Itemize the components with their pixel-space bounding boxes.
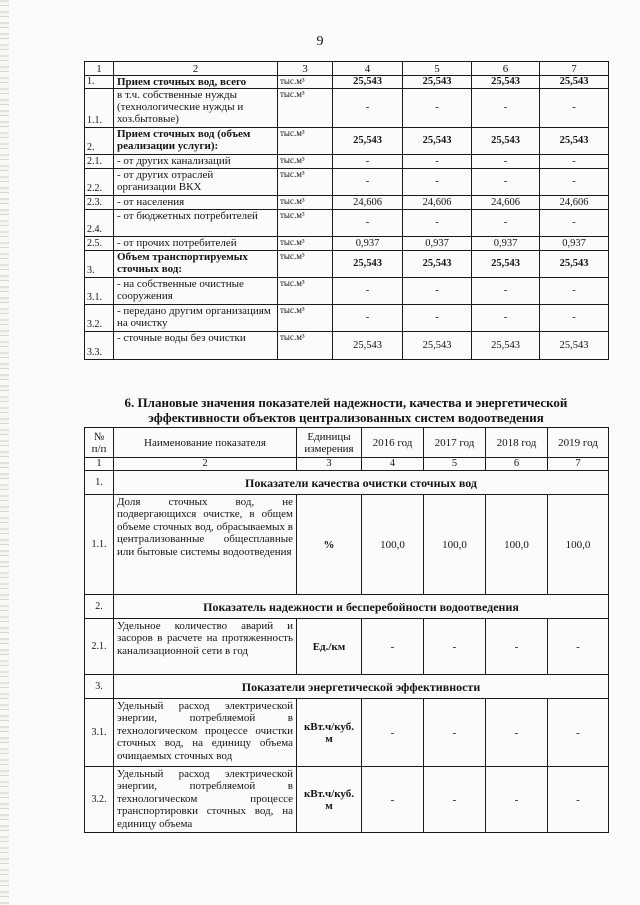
row-value: - bbox=[472, 210, 540, 237]
indicator-value: - bbox=[362, 699, 424, 767]
number-col-3: 3 bbox=[297, 458, 362, 471]
section-heading: Показатель надежности и бесперебойности водоотведения bbox=[114, 595, 609, 619]
row-index: 3.2. bbox=[85, 305, 114, 332]
header-col-7: 7 bbox=[540, 62, 609, 76]
row-value: 25,543 bbox=[333, 332, 403, 360]
indicator-value: - bbox=[548, 767, 609, 833]
row-unit: тыс.м³ bbox=[278, 237, 333, 251]
indicator-value: 100,0 bbox=[362, 495, 424, 595]
header-2016: 2016 год bbox=[362, 428, 424, 458]
table-row bbox=[85, 196, 609, 210]
indicator-value: 100,0 bbox=[548, 495, 609, 595]
section-index: 2. bbox=[85, 595, 114, 619]
table-row bbox=[85, 305, 609, 332]
row-value: - bbox=[540, 278, 609, 305]
row-unit: тыс.м³ bbox=[278, 89, 333, 128]
header-2019: 2019 год bbox=[548, 428, 609, 458]
scan-edge bbox=[0, 0, 9, 905]
indicator-value: 100,0 bbox=[424, 495, 486, 595]
header-index: № п/п bbox=[85, 428, 114, 458]
row-name: Объем транспортируемых сточных вод: bbox=[114, 251, 278, 278]
row-name: - от других отраслей организации ВКХ bbox=[114, 169, 278, 196]
row-value: - bbox=[333, 169, 403, 196]
table-row bbox=[85, 155, 609, 169]
row-value: - bbox=[333, 278, 403, 305]
row-name: в т.ч. собственные нужды (технологические нужды и хоз.бытовые) bbox=[114, 89, 278, 128]
row-index: 3.3. bbox=[85, 332, 114, 360]
table2-number-row bbox=[85, 458, 609, 471]
row-value: 25,543 bbox=[540, 251, 609, 278]
indicator-value: - bbox=[548, 699, 609, 767]
indicator-value: - bbox=[362, 619, 424, 675]
row-value: 24,606 bbox=[472, 196, 540, 210]
indicator-value: - bbox=[424, 619, 486, 675]
header-name: Наименование показателя bbox=[114, 428, 297, 458]
section-row bbox=[85, 471, 609, 495]
row-value: 24,606 bbox=[540, 196, 609, 210]
row-index: 2.1. bbox=[85, 619, 114, 675]
row-name: - передано другим организациям на очистку bbox=[114, 305, 278, 332]
section-row bbox=[85, 675, 609, 699]
row-name: Прием сточных вод (объем реализации услуги): bbox=[114, 128, 278, 155]
section-title-line1: 6. Плановые значения показателей надежности, качества и энергетической bbox=[124, 395, 568, 410]
row-value: 25,543 bbox=[472, 251, 540, 278]
indicator-name: Удельный расход электрической энергии, потребляемой в технологическом процессе транспортировки сточных вод, на единицу объема bbox=[114, 767, 297, 833]
indicator-row bbox=[85, 495, 609, 595]
row-value: 25,543 bbox=[333, 251, 403, 278]
row-value: - bbox=[472, 305, 540, 332]
row-name: - на собственные очистные сооружения bbox=[114, 278, 278, 305]
row-value: 25,543 bbox=[403, 128, 472, 155]
table-row bbox=[85, 76, 609, 89]
number-col-5: 5 bbox=[424, 458, 486, 471]
row-value: - bbox=[472, 278, 540, 305]
row-value: - bbox=[472, 169, 540, 196]
table-row bbox=[85, 237, 609, 251]
row-value: 24,606 bbox=[403, 196, 472, 210]
row-unit: тыс.м³ bbox=[278, 332, 333, 360]
row-value: 25,543 bbox=[540, 76, 609, 89]
row-value: 25,543 bbox=[472, 332, 540, 360]
row-unit: тыс.м³ bbox=[278, 155, 333, 169]
number-col-2: 2 bbox=[114, 458, 297, 471]
row-value: 25,543 bbox=[540, 332, 609, 360]
number-col-1: 1 bbox=[85, 458, 114, 471]
table-row bbox=[85, 128, 609, 155]
row-value: 24,606 bbox=[333, 196, 403, 210]
row-value: - bbox=[540, 89, 609, 128]
row-unit: тыс.м³ bbox=[278, 169, 333, 196]
row-value: - bbox=[540, 210, 609, 237]
row-value: 25,543 bbox=[403, 76, 472, 89]
indicator-name: Доля сточных вод, не подвергающихся очистке, в общем объеме сточных вод, обрасываемых в централизованные общесплавные или бытовые системы водоотведения bbox=[114, 495, 297, 595]
row-value: - bbox=[403, 305, 472, 332]
table-row bbox=[85, 169, 609, 196]
row-value: 25,543 bbox=[472, 128, 540, 155]
indicator-row bbox=[85, 619, 609, 675]
table-row bbox=[85, 89, 609, 128]
number-col-7: 7 bbox=[548, 458, 609, 471]
section-row bbox=[85, 595, 609, 619]
number-col-4: 4 bbox=[362, 458, 424, 471]
row-unit: тыс.м³ bbox=[278, 210, 333, 237]
row-value: - bbox=[403, 210, 472, 237]
row-value: - bbox=[403, 169, 472, 196]
row-value: 25,543 bbox=[540, 128, 609, 155]
table-row bbox=[85, 278, 609, 305]
indicator-value: - bbox=[486, 619, 548, 675]
indicator-row bbox=[85, 699, 609, 767]
indicators-table bbox=[84, 427, 609, 833]
row-index: 3. bbox=[85, 251, 114, 278]
row-index: 2. bbox=[85, 128, 114, 155]
row-name: - от других канализаций bbox=[114, 155, 278, 169]
section-index: 1. bbox=[85, 471, 114, 495]
indicator-unit: кВт.ч/куб. м bbox=[297, 767, 362, 833]
indicator-value: - bbox=[548, 619, 609, 675]
row-name: - от бюджетных потребителей bbox=[114, 210, 278, 237]
header-col-4: 4 bbox=[333, 62, 403, 76]
row-value: 0,937 bbox=[540, 237, 609, 251]
row-name: - от населения bbox=[114, 196, 278, 210]
row-index: 2.3. bbox=[85, 196, 114, 210]
row-index: 2.1. bbox=[85, 155, 114, 169]
row-value: - bbox=[403, 278, 472, 305]
row-value: 0,937 bbox=[403, 237, 472, 251]
indicator-value: - bbox=[486, 699, 548, 767]
table-row bbox=[85, 251, 609, 278]
row-value: 25,543 bbox=[403, 251, 472, 278]
row-index: 3.2. bbox=[85, 767, 114, 833]
section-heading: Показатели энергетической эффективности bbox=[114, 675, 609, 699]
row-value: - bbox=[333, 155, 403, 169]
indicator-unit: кВт.ч/куб. м bbox=[297, 699, 362, 767]
section-index: 3. bbox=[85, 675, 114, 699]
indicator-value: 100,0 bbox=[486, 495, 548, 595]
row-index: 1.1. bbox=[85, 89, 114, 128]
row-name: - от прочих потребителей bbox=[114, 237, 278, 251]
row-unit: тыс.м³ bbox=[278, 251, 333, 278]
row-index: 3.1. bbox=[85, 278, 114, 305]
header-col-2: 2 bbox=[114, 62, 278, 76]
indicator-name: Удельное количество аварий и засоров в расчете на протяженность канализационной сети в год bbox=[114, 619, 297, 675]
row-unit: тыс.м³ bbox=[278, 128, 333, 155]
row-value: - bbox=[540, 305, 609, 332]
header-2018: 2018 год bbox=[486, 428, 548, 458]
row-index: 1.1. bbox=[85, 495, 114, 595]
row-value: 25,543 bbox=[333, 128, 403, 155]
row-value: 0,937 bbox=[333, 237, 403, 251]
table-row bbox=[85, 332, 609, 360]
row-value: 25,543 bbox=[333, 76, 403, 89]
table1-header-row bbox=[85, 62, 609, 76]
row-value: - bbox=[472, 155, 540, 169]
row-value: - bbox=[540, 155, 609, 169]
section-title-line2: эффективности объектов централизованных систем водоотведения bbox=[148, 410, 544, 425]
page-number: 9 bbox=[316, 34, 324, 49]
header-col-6: 6 bbox=[472, 62, 540, 76]
header-2017: 2017 год bbox=[424, 428, 486, 458]
row-value: - bbox=[403, 89, 472, 128]
row-index: 2.4. bbox=[85, 210, 114, 237]
row-index: 2.5. bbox=[85, 237, 114, 251]
row-value: 25,543 bbox=[472, 76, 540, 89]
row-index: 3.1. bbox=[85, 699, 114, 767]
row-name: Прием сточных вод, всего bbox=[114, 76, 278, 89]
row-name: - сточные воды без очистки bbox=[114, 332, 278, 360]
indicator-name: Удельный расход электрической энергии, потребляемой в технологическом процессе очистки сточных вод, на единицу объема очищаемых сточных вод bbox=[114, 699, 297, 767]
indicator-value: - bbox=[424, 699, 486, 767]
row-value: - bbox=[333, 305, 403, 332]
row-value: - bbox=[333, 89, 403, 128]
header-col-5: 5 bbox=[403, 62, 472, 76]
row-value: 25,543 bbox=[403, 332, 472, 360]
indicator-value: - bbox=[424, 767, 486, 833]
row-value: - bbox=[403, 155, 472, 169]
indicator-value: - bbox=[486, 767, 548, 833]
section-title bbox=[84, 395, 608, 425]
header-unit: Единицы измерения bbox=[297, 428, 362, 458]
wastewater-volume-table bbox=[84, 61, 609, 360]
indicator-value: - bbox=[362, 767, 424, 833]
row-unit: тыс.м³ bbox=[278, 305, 333, 332]
section-heading: Показатели качества очистки сточных вод bbox=[114, 471, 609, 495]
row-unit: тыс.м³ bbox=[278, 196, 333, 210]
number-col-6: 6 bbox=[486, 458, 548, 471]
row-value: - bbox=[472, 89, 540, 128]
header-col-3: 3 bbox=[278, 62, 333, 76]
indicator-unit: Ед./км bbox=[297, 619, 362, 675]
row-value: - bbox=[333, 210, 403, 237]
row-unit: тыс.м³ bbox=[278, 278, 333, 305]
row-value: 0,937 bbox=[472, 237, 540, 251]
row-index: 1. bbox=[85, 76, 114, 89]
row-index: 2.2. bbox=[85, 169, 114, 196]
indicator-row bbox=[85, 767, 609, 833]
indicator-unit: % bbox=[297, 495, 362, 595]
row-unit: тыс.м³ bbox=[278, 76, 333, 89]
table2-header-row bbox=[85, 428, 609, 458]
table-row bbox=[85, 210, 609, 237]
header-col-1: 1 bbox=[85, 62, 114, 76]
row-value: - bbox=[540, 169, 609, 196]
